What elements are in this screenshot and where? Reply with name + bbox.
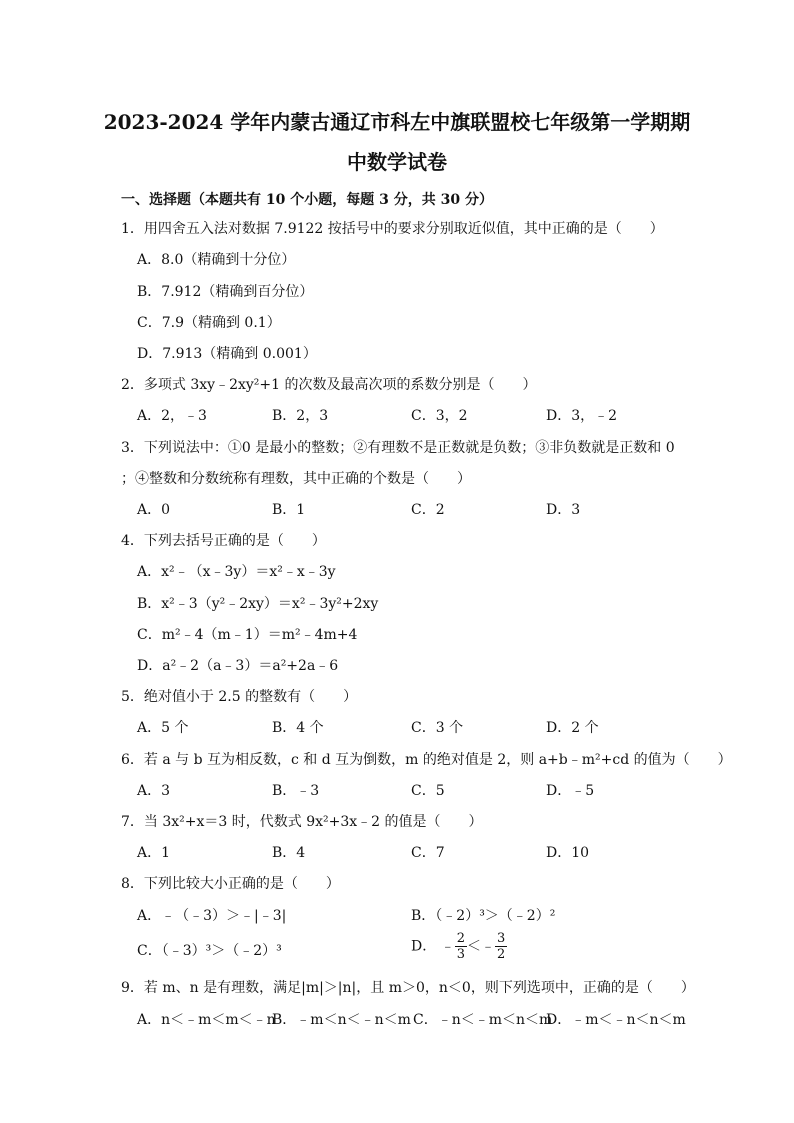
question-2-option-b: B．2，3 xyxy=(272,408,329,424)
question-3-option-a: A．0 xyxy=(137,502,171,518)
question-3-option-d: D．3 xyxy=(546,502,581,518)
neg-sign-2: ﹣ xyxy=(480,938,495,955)
question-4-stem: 4．下列去括号正确的是（ ） xyxy=(121,533,326,549)
question-2-option-c: C．3，2 xyxy=(411,408,468,424)
question-5-option-a: A．5 个 xyxy=(137,720,189,736)
question-9-stem: 9．若 m、n 是有理数，满足|m|＞|n|，且 m＞0，n＜0，则下列选项中，正确的是（ ） xyxy=(121,980,695,996)
question-3-option-c: C．2 xyxy=(411,502,445,518)
question-6-stem: 6．若 a 与 b 互为相反数，c 和 d 互为倒数，m 的绝对值是 2，则 a+b﹣m²+cd 的值为（ ） xyxy=(121,752,732,768)
question-5-option-c: C．3 个 xyxy=(411,720,464,736)
question-7-option-a: A．1 xyxy=(137,845,171,861)
page-title-line2: 中数学试卷 xyxy=(347,150,447,174)
question-3-stem-continued: ；④整数和分数统称有理数，其中正确的个数是（ ） xyxy=(121,471,471,487)
question-1-option-b: B．7.912（精确到百分位） xyxy=(137,284,314,300)
question-7-option-d: D．10 xyxy=(546,845,590,861)
question-3-option-b: B．1 xyxy=(272,502,306,518)
question-6-option-a: A．3 xyxy=(137,783,171,799)
question-2-option-d: D．3，﹣2 xyxy=(546,408,618,424)
question-4-option-d: D．a²﹣2（a﹣3）＝a²+2a﹣6 xyxy=(137,658,339,674)
fraction-three-halves: $\frac{3}{2}$ xyxy=(496,931,506,962)
question-8-option-d xyxy=(411,931,507,962)
question-4-option-c: C．m²﹣4（m﹣1）＝m²﹣4m+4 xyxy=(137,627,358,643)
question-1-option-a: A．8.0（精确到十分位） xyxy=(137,252,296,268)
question-6-option-d: D．﹣5 xyxy=(546,783,595,799)
fraction-two-thirds: $\frac{2}{3}$ xyxy=(456,931,465,962)
question-8-option-a: A．﹣（﹣3）＞﹣|﹣3| xyxy=(137,908,287,924)
question-9-option-b: B．﹣m＜n＜﹣n＜m xyxy=(272,1012,411,1028)
question-5-option-d: D．2 个 xyxy=(546,720,599,736)
question-8-option-d-label: D． xyxy=(411,938,437,955)
section-heading: 一、选择题（本题共有 10 个小题，每题 3 分，共 30 分） xyxy=(121,192,493,208)
question-2-option-a: A．2，﹣3 xyxy=(137,408,207,424)
question-7-option-c: C．7 xyxy=(411,845,445,861)
question-1-stem: 1．用四舍五入法对数据 7.9122 按括号中的要求分别取近似值，其中正确的是（ ） xyxy=(121,221,664,237)
page-title-line1: 2023-2024 学年内蒙古通辽市科左中旗联盟校七年级第一学期期 xyxy=(103,110,691,134)
question-8-option-b: B．（﹣2）³＞（﹣2）² xyxy=(411,908,556,924)
question-9-option-a: A．n＜﹣m＜m＜﹣n xyxy=(137,1012,276,1028)
question-9-option-c: C．﹣n＜﹣m＜n＜m xyxy=(413,1012,553,1028)
question-6-option-c: C．5 xyxy=(411,783,445,799)
question-6-option-b: B．﹣3 xyxy=(272,783,320,799)
question-5-stem: 5．绝对值小于 2.5 的整数有（ ） xyxy=(121,689,358,705)
question-8-stem: 8．下列比较大小正确的是（ ） xyxy=(121,876,340,892)
question-4-option-b: B．x²﹣3（y²﹣2xy）＝x²﹣3y²+2xy xyxy=(137,596,379,612)
question-9-option-d: D．﹣m＜﹣n＜n＜m xyxy=(546,1012,686,1028)
question-2-stem: 2．多项式 3xy﹣2xy²+1 的次数及最高次项的系数分别是（ ） xyxy=(121,377,537,393)
neg-sign-1: ﹣ xyxy=(440,938,455,955)
question-5-option-b: B．4 个 xyxy=(272,720,324,736)
question-7-stem: 7．当 3x²+x＝3 时，代数式 9x²+3x﹣2 的值是（ ） xyxy=(121,814,483,830)
question-4-option-a: A．x²﹣（x﹣3y）＝x²﹣x﹣3y xyxy=(137,564,336,580)
question-8-option-c: C．（﹣3）³＞（﹣2）³ xyxy=(137,943,282,959)
question-1-option-c: C．7.9（精确到 0.1） xyxy=(137,315,281,331)
question-1-option-d: D．7.913（精确到 0.001） xyxy=(137,346,317,362)
question-7-option-b: B．4 xyxy=(272,845,306,861)
question-3-stem: 3．下列说法中：①0 是最小的整数；②有理数不是正数就是负数；③非负数就是正数和 0 xyxy=(121,440,675,456)
less-than-sign: ＜ xyxy=(466,938,481,955)
